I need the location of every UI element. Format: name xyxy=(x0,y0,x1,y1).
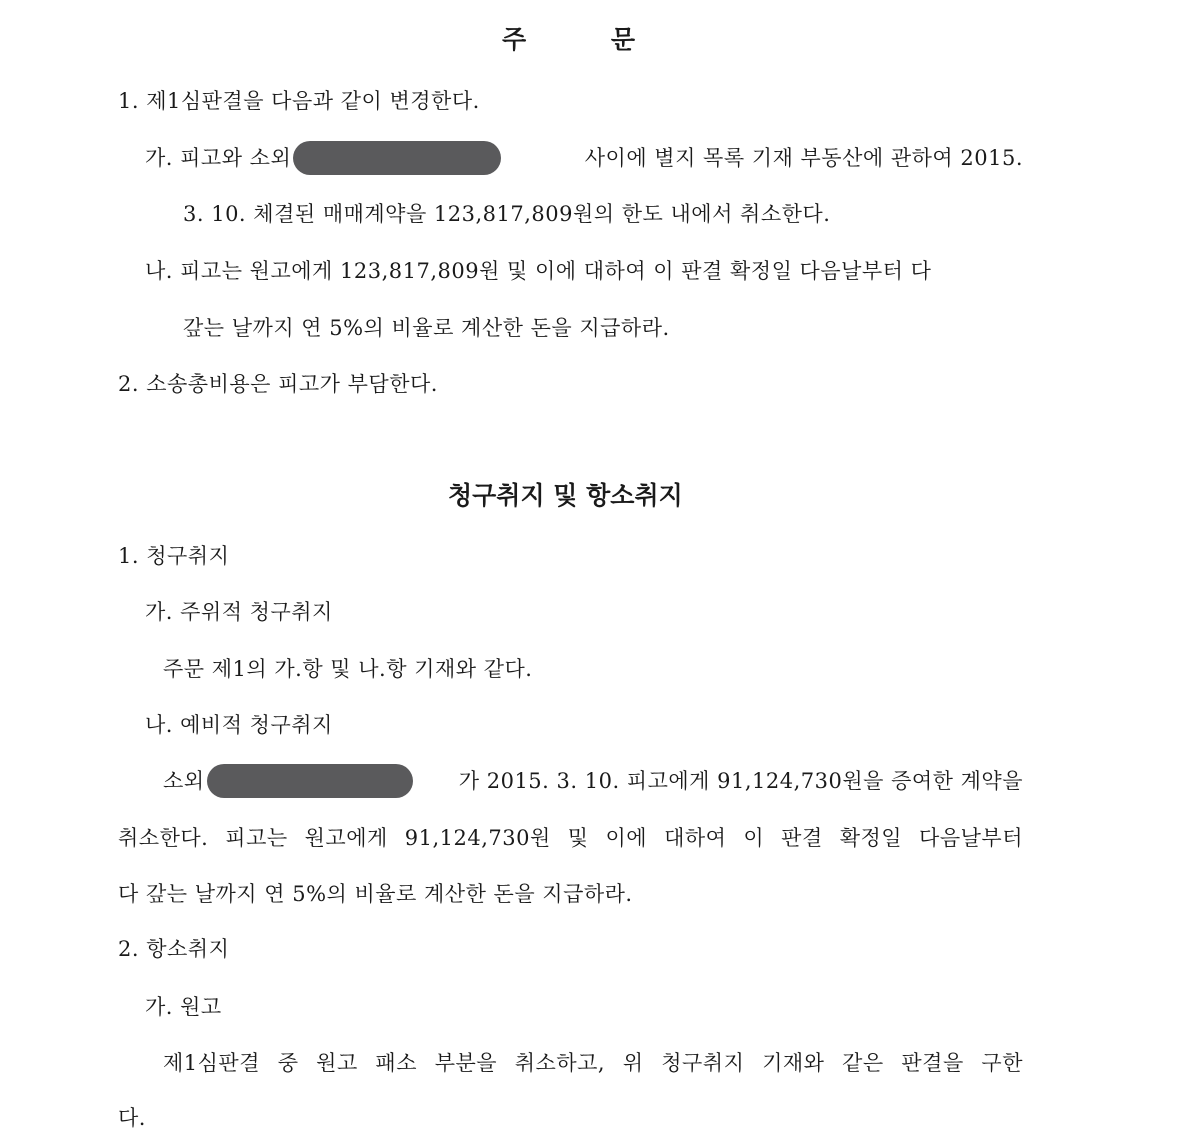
judgment-item-1-ga-rest: 사이에 별지 목록 기재 부동산에 관하여 2015. xyxy=(584,146,1023,170)
claims-item-1-na: 나. 예비적 청구취지 xyxy=(145,713,333,737)
section-title-claims: 청구취지 및 항소취지 xyxy=(448,481,683,510)
claims-item-1: 1. 청구취지 xyxy=(118,544,230,568)
judgment-item-1-na: 나. 피고는 원고에게 123,817,809원 및 이에 대하여 이 판결 확정일 다음날부터 다 xyxy=(145,259,932,283)
appeal-item-2-ga: 가. 원고 xyxy=(145,995,222,1019)
claims-item-1-ga: 가. 주위적 청구취지 xyxy=(145,600,333,624)
redaction-mark xyxy=(293,141,501,175)
appeal-item-2-ga-body: 제1심판결 중 원고 패소 부분을 취소하고, 위 청구취지 기재와 같은 판결을 구한 xyxy=(163,1051,1023,1075)
judgment-item-1-ga xyxy=(145,144,1023,175)
section-title-part-1: 주 xyxy=(502,25,527,54)
judgment-item-2: 2. 소송총비용은 피고가 부담한다. xyxy=(118,372,438,396)
claims-item-1-na-cont2: 다 갚는 날까지 연 5%의 비율로 계산한 돈을 지급하라. xyxy=(118,882,633,906)
claims-item-1-na-body xyxy=(163,767,1023,798)
appeal-item-2-ga-cont: 다. xyxy=(118,1106,146,1130)
claims-item-1-na-prefix: 소외 xyxy=(163,767,415,798)
judgment-item-1-na-cont: 갚는 날까지 연 5%의 비율로 계산한 돈을 지급하라. xyxy=(183,316,670,340)
section-title-part-2: 문 xyxy=(610,25,636,54)
judgment-item-1: 1. 제1심판결을 다음과 같이 변경한다. xyxy=(118,89,480,113)
claims-item-1-na-cont1: 취소한다. 피고는 원고에게 91,124,730원 및 이에 대하여 이 판결 확정일 다음날부터 xyxy=(118,826,1023,850)
section-title-judgment xyxy=(502,24,635,56)
judgment-item-1-ga-prefix: 가. 피고와 소외 xyxy=(145,144,503,175)
judgment-item-1-ga-cont: 3. 10. 체결된 매매계약을 123,817,809원의 한도 내에서 취소한다. xyxy=(183,202,831,226)
appeal-item-2: 2. 항소취지 xyxy=(118,937,230,961)
redaction-mark xyxy=(207,764,413,798)
claims-item-1-na-rest: 가 2015. 3. 10. 피고에게 91,124,730원을 증여한 계약을 xyxy=(458,769,1023,793)
claims-item-1-ga-body: 주문 제1의 가.항 및 나.항 기재와 같다. xyxy=(163,657,533,681)
